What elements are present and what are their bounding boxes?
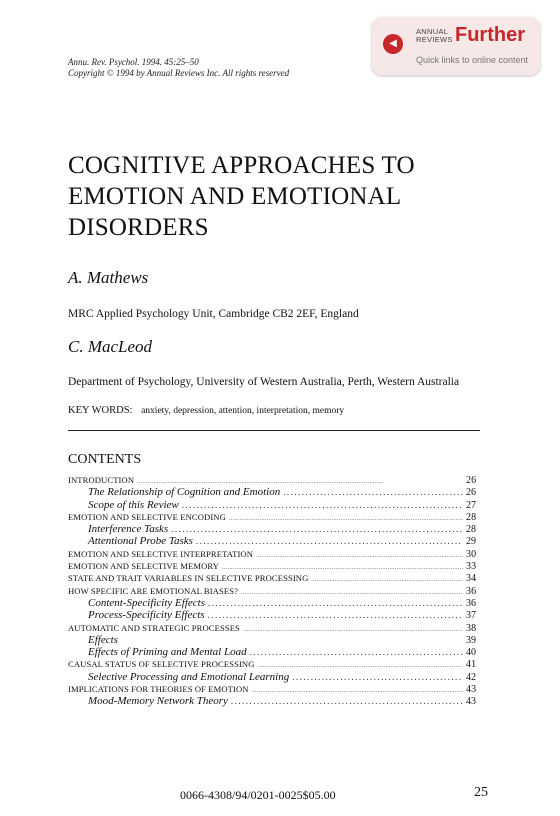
toc-leader-dots — [171, 523, 463, 535]
toc-entry-label: IMPLICATIONS FOR THEORIES OF EMOTION — [68, 684, 249, 695]
toc-entry[interactable] — [68, 585, 488, 597]
toc-entry-label: AUTOMATIC AND STRATEGIC PROCESSES — [68, 622, 240, 633]
toc-entry-label: EMOTION AND SELECTIVE INTERPRETATION — [68, 548, 254, 559]
toc-entry-page: 27 — [466, 499, 476, 511]
toc-leader-dots — [231, 695, 463, 707]
toc-leader-dots — [196, 535, 463, 547]
toc-entry-page: 41 — [466, 659, 477, 671]
brand-line-2: REVIEWS — [416, 35, 453, 44]
author-affiliation: Department of Psychology, University of Western Australia, Perth, Western Australia — [68, 376, 460, 388]
toc-entry-page: 38 — [466, 622, 477, 634]
toc-leader-dots — [311, 574, 463, 586]
toc-entry-label: EMOTION AND SELECTIVE ENCODING — [68, 511, 226, 522]
toc-entry-page: 30 — [466, 548, 477, 560]
toc-entry-label: Effects — [88, 633, 118, 646]
toc-entry[interactable] — [68, 523, 488, 535]
citation-line: Annu. Rev. Psychol. 1994. 45:25–50 — [68, 57, 199, 67]
contents-heading: CONTENTS — [68, 452, 142, 467]
toc-entry[interactable] — [68, 560, 488, 572]
annual-reviews-logo-text — [416, 28, 453, 44]
title-line: DISORDERS — [68, 214, 209, 241]
author-name: A. Mathews — [68, 268, 149, 287]
toc-entry-page: 42 — [466, 671, 476, 683]
title-line: EMOTION AND EMOTIONAL — [68, 183, 402, 210]
toc-entry[interactable] — [68, 548, 488, 560]
toc-entry-label: The Relationship of Cognition and Emotion — [88, 486, 281, 499]
toc-entry-page: 28 — [466, 511, 477, 523]
toc-entry-page: 36 — [466, 597, 476, 609]
journal-citation — [68, 57, 289, 79]
toc-entry-label: Content-Specificity Effects — [88, 596, 205, 609]
toc-leader-dots — [182, 499, 463, 511]
toc-entry[interactable] — [68, 646, 488, 658]
toc-entry-page: 43 — [466, 684, 477, 696]
keywords — [68, 405, 344, 416]
toc-leader-dots — [292, 671, 463, 683]
further-subtitle: Quick links to online content — [416, 55, 529, 65]
toc-entry-page: 28 — [466, 524, 476, 536]
copyright-line: Copyright © 1994 by Annual Reviews Inc. All rights reserved — [68, 68, 290, 78]
toc-entry[interactable] — [68, 499, 488, 511]
article-code: 0066-4308/94/0201-0025$05.00 — [180, 788, 336, 802]
toc-entry[interactable] — [68, 572, 488, 584]
toc-entry-label: Mood-Memory Network Theory — [88, 695, 228, 708]
toc-entry[interactable] — [68, 671, 488, 683]
toc-entry-label: Interference Tasks — [88, 523, 169, 536]
toc-entry-label: CAUSAL STATUS OF SELECTIVE PROCESSING — [68, 659, 255, 670]
toc-entry[interactable] — [68, 511, 488, 523]
toc-entry-label: Process-Specificity Effects — [88, 609, 205, 622]
toc-entry[interactable] — [68, 683, 488, 695]
toc-entry-page: 36 — [466, 585, 477, 597]
toc-entry-page: 40 — [466, 647, 476, 659]
toc-entry-page: 26 — [466, 475, 477, 486]
article-title — [68, 150, 508, 243]
toc-entry[interactable] — [68, 474, 488, 486]
toc-entry-label: STATE AND TRAIT VARIABLES IN SELECTIVE PROCESSING — [68, 573, 309, 584]
toc-entry-label: Selective Processing and Emotional Learning — [88, 670, 290, 683]
toc-entry[interactable] — [68, 622, 488, 634]
author-name: C. MacLeod — [68, 337, 153, 356]
toc-leader-dots — [283, 486, 463, 498]
toc-leader-dots — [256, 550, 463, 562]
further-wordmark: Further — [455, 24, 525, 46]
page-number: 25 — [474, 785, 488, 800]
toc-entry-page: 26 — [466, 487, 476, 499]
toc-leader-dots — [208, 597, 463, 609]
table-of-contents — [68, 474, 488, 708]
toc-entry[interactable] — [68, 535, 488, 547]
toc-entry[interactable] — [68, 597, 488, 609]
keywords-label: KEY WORDS: — [68, 405, 133, 416]
toc-entry-label: Attentional Probe Tasks — [88, 535, 193, 548]
toc-entry-page: 39 — [466, 634, 476, 646]
toc-entry[interactable] — [68, 695, 488, 707]
toc-leader-dots — [243, 624, 463, 636]
toc-entry-label: Scope of this Review — [88, 498, 179, 511]
author-affiliation: MRC Applied Psychology Unit, Cambridge CB2 2EF, England — [68, 308, 359, 320]
title-line: COGNITIVE APPROACHES TO — [68, 152, 415, 179]
toc-entry[interactable] — [68, 486, 488, 498]
toc-entry-label: INTRODUCTION — [68, 475, 135, 485]
toc-entry-label: HOW SPECIFIC ARE EMOTIONAL BIASES? — [68, 585, 239, 596]
play-icon[interactable]: ◀ — [383, 34, 403, 54]
keywords-value: anxiety, depression, attention, interpretation, memory — [141, 406, 345, 416]
toc-entry-page: 29 — [466, 536, 476, 548]
divider — [68, 430, 480, 431]
toc-entry[interactable] — [68, 609, 488, 621]
toc-entry-page: 34 — [466, 573, 477, 585]
toc-entry-page: 37 — [466, 610, 476, 622]
toc-entry-page: 33 — [466, 561, 477, 573]
toc-entry-label: EMOTION AND SELECTIVE MEMORY — [68, 561, 220, 572]
annual-reviews-further-badge[interactable] — [372, 17, 540, 75]
toc-leader-dots — [208, 609, 463, 621]
toc-leader-dots — [250, 646, 463, 658]
toc-entry-page: 43 — [466, 696, 476, 708]
brand-line-1: ANNUAL — [416, 27, 449, 36]
toc-entry-label: Effects of Priming and Mental Load — [88, 646, 247, 659]
toc-entry[interactable] — [68, 658, 488, 670]
